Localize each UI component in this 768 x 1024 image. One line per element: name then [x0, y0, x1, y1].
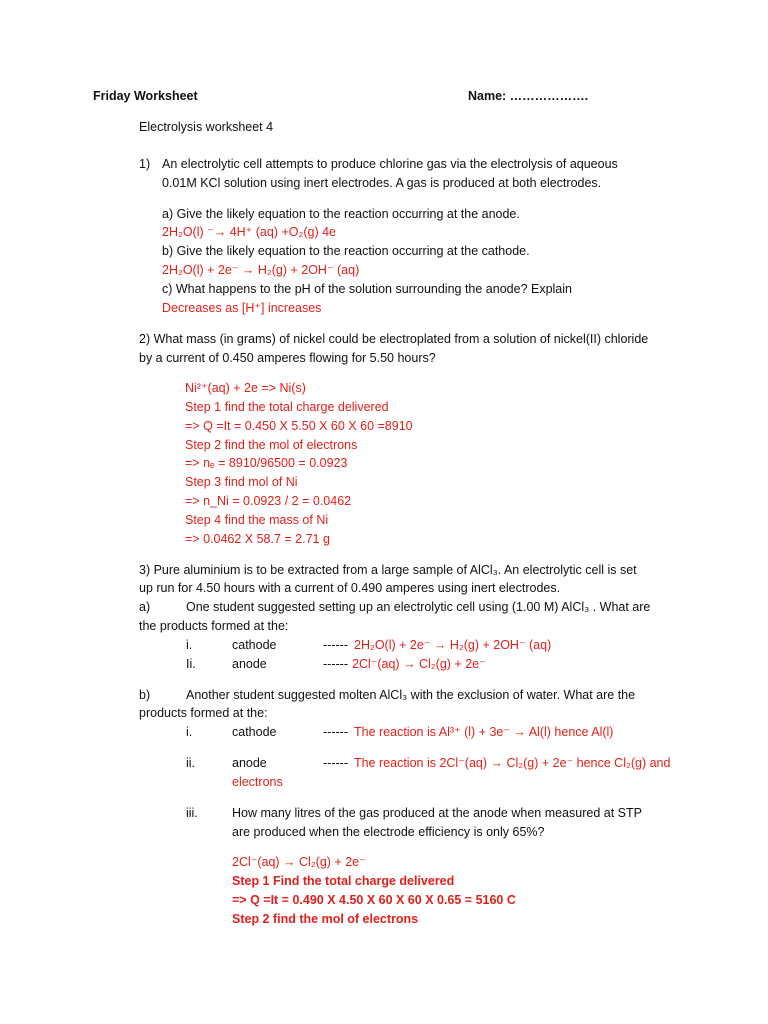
q1b-question: b) Give the likely equation to the reaction occurring at the cathode.: [162, 244, 530, 258]
q2-answer-line: => 0.0462 X 58.7 = 2.71 g: [185, 532, 330, 546]
name-field-label: Name: ……………….: [468, 89, 589, 103]
q3b-iii-answer-line: => Q =It = 0.490 X 4.50 X 60 X 60 X 0.65 = 5160 C: [232, 893, 516, 907]
worksheet-title: Friday Worksheet: [93, 89, 198, 103]
q3b-i-dash: ------: [323, 725, 348, 739]
q3a-ii-answer: 2Cl⁻(aq) → Cl₂(g) + 2e⁻: [352, 657, 486, 671]
q1-text-line2: 0.01M KCl solution using inert electrodes. A gas is produced at both electrodes.: [162, 176, 602, 190]
q3b-i-label: cathode: [232, 725, 277, 739]
q1a-question: a) Give the likely equation to the reaction occurring at the anode.: [162, 207, 520, 221]
worksheet-subtitle: Electrolysis worksheet 4: [139, 120, 274, 134]
q3a-i-answer: 2H₂O(l) + 2e⁻ → H₂(g) + 2OH⁻ (aq): [354, 638, 552, 652]
q3b-text-line2: products formed at the:: [139, 706, 268, 720]
q3a-text-line2: the products formed at the:: [139, 619, 289, 633]
q2-answer-line: => nₑ = 8910/96500 = 0.0923: [185, 456, 348, 470]
q3b-label: b): [139, 688, 151, 702]
q1-number: 1): [139, 157, 151, 171]
q1c-answer: Decreases as [H⁺] increases: [162, 301, 322, 315]
q2-text-line1: 2) What mass (in grams) of nickel could be electroplated from a solution of nickel(II) chloride: [139, 332, 649, 346]
q2-answer-line: Step 4 find the mass of Ni: [185, 513, 329, 527]
q3a-i-label: cathode: [232, 638, 277, 652]
q3b-ii-answer: The reaction is 2Cl⁻(aq) → Cl₂(g) + 2e⁻ hence Cl₂(g) and: [354, 756, 671, 770]
q3a-i-number: i.: [186, 638, 193, 652]
q2-answer-line: Step 2 find the mol of electrons: [185, 438, 358, 452]
q3b-iii-answer-line: 2Cl⁻(aq) → Cl₂(g) + 2e⁻: [232, 855, 366, 869]
q2-answer-line: => Q =It = 0.450 X 5.50 X 60 X 60 =8910: [185, 419, 413, 433]
q3a-text: One student suggested setting up an electrolytic cell using (1.00 M) AlCl₃ . What are: [186, 600, 651, 614]
q3b-iii-question-line2: are produced when the electrode efficiency is only 65%?: [232, 825, 545, 839]
q3b-text: Another student suggested molten AlCl₃ with the exclusion of water. What are the: [186, 688, 636, 702]
q2-answer-line: Step 3 find mol of Ni: [185, 475, 298, 489]
q1-text-line1: An electrolytic cell attempts to produce chlorine gas via the electrolysis of aqueous: [162, 157, 618, 171]
q3b-ii-answer-line2: electrons: [232, 775, 283, 789]
q2-text-line2: by a current of 0.450 amperes flowing for 5.50 hours?: [139, 351, 436, 365]
q3a-ii-dash: ------: [323, 657, 348, 671]
q3a-i-dash: ------: [323, 638, 348, 652]
q2-answer-line: Step 1 find the total charge delivered: [185, 400, 389, 414]
q1c-question: c) What happens to the pH of the solution surrounding the anode? Explain: [162, 282, 572, 296]
q3b-iii-number: iii.: [186, 806, 198, 820]
q2-answer-line: => n_Ni = 0.0923 / 2 = 0.0462: [185, 494, 352, 508]
q3b-iii-answer-line: Step 1 Find the total charge delivered: [232, 874, 455, 888]
q3b-iii-question-line1: How many litres of the gas produced at the anode when measured at STP: [232, 806, 642, 820]
q1b-answer: 2H₂O(l) + 2e⁻ → H₂(g) + 2OH⁻ (aq): [162, 263, 360, 277]
q3a-ii-number: Ii.: [186, 657, 196, 671]
q3b-ii-label: anode: [232, 756, 267, 770]
q3b-iii-answer-line: Step 2 find the mol of electrons: [232, 912, 419, 926]
q3a-ii-label: anode: [232, 657, 267, 671]
q3b-i-number: i.: [186, 725, 193, 739]
q3a-label: a): [139, 600, 151, 614]
q3-text-line1: 3) Pure aluminium is to be extracted from a large sample of AlCl₃. An electrolytic cell is set: [139, 563, 637, 577]
q3b-ii-dash: ------: [323, 756, 348, 770]
q3b-i-answer: The reaction is Al³⁺ (l) + 3e⁻ → Al(l) hence Al(l): [354, 725, 614, 739]
q3-text-line2: up run for 4.50 hours with a current of 0.490 amperes using inert electrodes.: [139, 581, 561, 595]
q3b-ii-number: ii.: [186, 756, 196, 770]
q1a-answer: 2H₂O(l) ⁻→ 4H⁺ (aq) +O₂(g) 4e: [162, 225, 336, 239]
q2-answer-line: Ni²⁺(aq) + 2e => Ni(s): [185, 381, 306, 395]
